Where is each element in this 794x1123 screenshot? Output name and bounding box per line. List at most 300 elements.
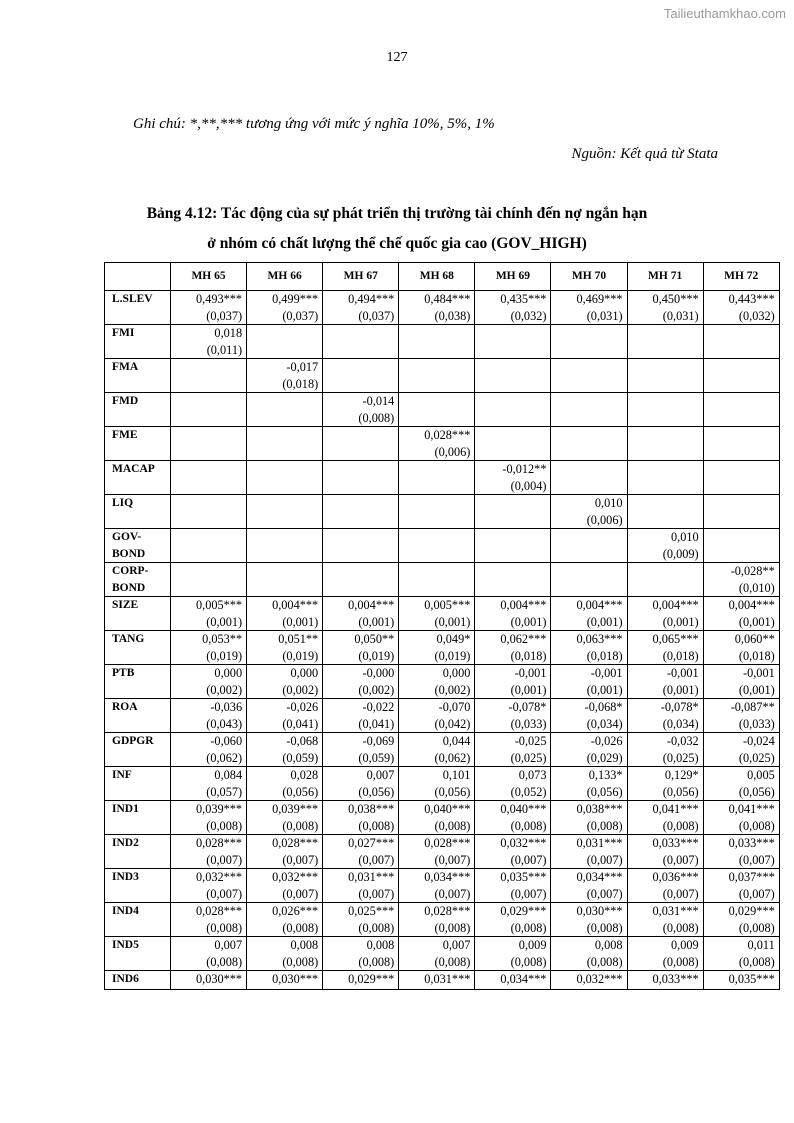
value-cell — [627, 801, 703, 835]
value-cell — [247, 869, 323, 903]
value-cell — [703, 937, 779, 971]
variable-name: GDPGR — [112, 735, 154, 747]
coefficient: 0,030*** — [576, 904, 623, 918]
coefficient: 0,062*** — [500, 632, 547, 646]
variable-name-cell — [105, 529, 171, 563]
table-row — [105, 699, 780, 733]
table-row — [105, 733, 780, 767]
value-cell — [171, 597, 247, 631]
coefficient: 0,101 — [442, 768, 471, 782]
value-cell — [323, 835, 399, 869]
standard-error: (0,007) — [434, 886, 471, 901]
header-cell: MH 70 — [551, 263, 627, 291]
value-cell — [551, 835, 627, 869]
table-row — [105, 665, 780, 699]
value-cell — [627, 869, 703, 903]
value-cell — [475, 359, 551, 393]
value-cell — [247, 461, 323, 495]
variable-name-cell — [105, 563, 171, 597]
standard-error: (0,008) — [510, 920, 547, 935]
value-cell — [171, 563, 247, 597]
variable-name: BOND — [112, 581, 146, 594]
value-cell — [551, 359, 627, 393]
value-cell — [475, 903, 551, 937]
value-cell — [703, 529, 779, 563]
standard-error: (0,018) — [738, 648, 775, 663]
value-cell — [627, 325, 703, 359]
coefficient: 0,034*** — [424, 870, 471, 884]
standard-error: (0,001) — [586, 614, 623, 629]
table-title-line1: Bảng 4.12: Tác động của sự phát triển thị trường tài chính đến nợ ngắn hạn — [146, 205, 648, 222]
value-cell — [627, 427, 703, 461]
coefficient: 0,044 — [442, 734, 471, 748]
coefficient: -0,012** — [502, 462, 547, 476]
variable-name-cell — [105, 597, 171, 631]
standard-error: (0,025) — [510, 750, 547, 765]
value-cell — [475, 427, 551, 461]
standard-error: (0,059) — [358, 750, 395, 765]
variable-name-cell — [105, 699, 171, 733]
standard-error: (0,002) — [358, 682, 395, 697]
coefficient: -0,001 — [666, 666, 699, 680]
coefficient: -0,078* — [660, 700, 699, 714]
value-cell — [323, 903, 399, 937]
standard-error: (0,062) — [434, 750, 471, 765]
coefficient: 0,039*** — [272, 802, 319, 816]
coefficient: 0,031*** — [348, 870, 395, 884]
coefficient: 0,038*** — [348, 802, 395, 816]
value-cell — [475, 665, 551, 699]
standard-error: (0,008) — [586, 818, 623, 833]
variable-name-cell — [105, 495, 171, 529]
value-cell — [627, 563, 703, 597]
standard-error: (0,034) — [662, 716, 699, 731]
table-row — [105, 563, 780, 597]
standard-error: (0,018) — [662, 648, 699, 663]
value-cell — [247, 971, 323, 990]
standard-error: (0,056) — [358, 784, 395, 799]
value-cell — [399, 359, 475, 393]
standard-error: (0,007) — [282, 886, 319, 901]
standard-error: (0,031) — [586, 308, 623, 323]
standard-error: (0,007) — [206, 852, 243, 867]
standard-error: (0,007) — [206, 886, 243, 901]
value-cell — [551, 325, 627, 359]
variable-name-cell — [105, 393, 171, 427]
value-cell — [171, 699, 247, 733]
standard-error: (0,019) — [282, 648, 319, 663]
coefficient: 0,031*** — [424, 972, 471, 986]
value-cell — [323, 597, 399, 631]
header-cell: MH 67 — [323, 263, 399, 291]
coefficient: 0,005*** — [195, 598, 243, 612]
coefficient: 0,053** — [202, 632, 243, 646]
coefficient: 0,034*** — [500, 972, 547, 986]
value-cell — [323, 427, 399, 461]
value-cell — [475, 767, 551, 801]
standard-error: (0,002) — [206, 682, 243, 697]
value-cell — [703, 427, 779, 461]
variable-name: FMI — [112, 327, 135, 339]
standard-error: (0,008) — [206, 818, 243, 833]
table-row — [105, 937, 780, 971]
coefficient: -0,070 — [438, 700, 471, 714]
coefficient: 0,000 — [290, 666, 319, 680]
standard-error: (0,008) — [738, 920, 775, 935]
variable-name-cell — [105, 835, 171, 869]
variable-name: IND5 — [112, 939, 139, 951]
standard-error: (0,008) — [358, 920, 395, 935]
value-cell — [247, 903, 323, 937]
value-cell — [703, 563, 779, 597]
value-cell — [247, 767, 323, 801]
value-cell — [323, 801, 399, 835]
value-cell — [323, 869, 399, 903]
value-cell — [323, 665, 399, 699]
standard-error: (0,041) — [282, 716, 319, 731]
value-cell — [475, 971, 551, 990]
variable-name: L.SLEV — [112, 293, 153, 305]
standard-error: (0,008) — [282, 818, 319, 833]
standard-error: (0,008) — [206, 954, 243, 969]
value-cell — [399, 597, 475, 631]
standard-error: (0,041) — [358, 716, 395, 731]
standard-error: (0,007) — [738, 852, 775, 867]
coefficient: 0,033*** — [728, 836, 775, 850]
value-cell — [627, 393, 703, 427]
coefficient: 0,039*** — [195, 802, 243, 816]
table-title-line2: ở nhóm có chất lượng thể chế quốc gia cao (GOV_HIGH) — [207, 235, 587, 252]
value-cell — [323, 359, 399, 393]
variable-name: INF — [112, 769, 132, 781]
coefficient: 0,050** — [354, 632, 395, 646]
standard-error: (0,007) — [510, 852, 547, 867]
coefficient: 0,007 — [366, 768, 395, 782]
page-number: 127 — [386, 50, 408, 65]
table-row — [105, 767, 780, 801]
standard-error: (0,034) — [586, 716, 623, 731]
standard-error: (0,037) — [282, 308, 319, 323]
standard-error: (0,032) — [510, 308, 547, 323]
standard-error: (0,008) — [510, 818, 547, 833]
standard-error: (0,057) — [206, 784, 243, 799]
standard-error: (0,038) — [434, 308, 471, 323]
variable-name: PTB — [112, 667, 135, 679]
standard-error: (0,008) — [282, 954, 319, 969]
value-cell — [703, 801, 779, 835]
value-cell — [399, 495, 475, 529]
standard-error: (0,001) — [282, 614, 319, 629]
value-cell — [171, 325, 247, 359]
standard-error: (0,018) — [586, 648, 623, 663]
value-cell — [323, 563, 399, 597]
value-cell — [247, 699, 323, 733]
standard-error: (0,007) — [586, 852, 623, 867]
coefficient: 0,028*** — [424, 428, 471, 442]
coefficient: 0,007 — [442, 938, 471, 952]
standard-error: (0,032) — [738, 308, 775, 323]
table-row — [105, 529, 780, 563]
standard-error: (0,001) — [206, 614, 243, 629]
value-cell — [323, 937, 399, 971]
coefficient: -0,036 — [210, 700, 243, 714]
value-cell — [703, 699, 779, 733]
value-cell — [399, 325, 475, 359]
value-cell — [475, 699, 551, 733]
value-cell — [323, 971, 399, 990]
value-cell — [703, 767, 779, 801]
value-cell — [551, 767, 627, 801]
value-cell — [247, 733, 323, 767]
value-cell — [703, 631, 779, 665]
table-row — [105, 325, 780, 359]
standard-error: (0,001) — [510, 682, 547, 697]
table-row — [105, 427, 780, 461]
variable-name-cell — [105, 665, 171, 699]
value-cell — [171, 529, 247, 563]
value-cell — [703, 665, 779, 699]
header-cell: MH 72 — [703, 263, 779, 291]
coefficient: 0,009 — [518, 938, 547, 952]
standard-error: (0,001) — [358, 614, 395, 629]
coefficient: 0,484*** — [424, 292, 471, 306]
coefficient: 0,034*** — [576, 870, 623, 884]
value-cell — [171, 971, 247, 990]
coefficient: -0,024 — [742, 734, 775, 748]
standard-error: (0,043) — [206, 716, 243, 731]
value-cell — [171, 665, 247, 699]
value-cell — [171, 631, 247, 665]
variable-name: IND1 — [112, 803, 139, 815]
value-cell — [247, 631, 323, 665]
value-cell — [323, 461, 399, 495]
standard-error: (0,002) — [282, 682, 319, 697]
standard-error: (0,008) — [358, 954, 395, 969]
value-cell — [171, 495, 247, 529]
coefficient: 0,450*** — [652, 292, 699, 306]
variable-name-cell — [105, 801, 171, 835]
coefficient: 0,026*** — [272, 904, 319, 918]
value-cell — [475, 835, 551, 869]
value-cell — [323, 529, 399, 563]
coefficient: 0,073 — [518, 768, 547, 782]
value-cell — [323, 631, 399, 665]
table-row — [105, 631, 780, 665]
variable-name: CORP- — [112, 565, 149, 577]
coefficient: 0,004*** — [500, 598, 547, 612]
coefficient: 0,469*** — [576, 292, 623, 306]
value-cell — [171, 359, 247, 393]
value-cell — [247, 393, 323, 427]
coefficient: 0,032*** — [272, 870, 319, 884]
value-cell — [551, 801, 627, 835]
value-cell — [247, 529, 323, 563]
coefficient: 0,029*** — [348, 972, 395, 986]
variable-name-cell — [105, 461, 171, 495]
coefficient: 0,004*** — [272, 598, 319, 612]
header-cell: MH 65 — [171, 263, 247, 291]
header-cell: MH 68 — [399, 263, 475, 291]
coefficient: 0,029*** — [500, 904, 547, 918]
coefficient: 0,028*** — [195, 836, 243, 850]
standard-error: (0,025) — [738, 750, 775, 765]
standard-error: (0,007) — [662, 852, 699, 867]
value-cell — [551, 393, 627, 427]
standard-error: (0,056) — [434, 784, 471, 799]
standard-error: (0,037) — [206, 308, 243, 323]
standard-error: (0,008) — [662, 954, 699, 969]
variable-name-cell — [105, 427, 171, 461]
value-cell — [323, 325, 399, 359]
value-cell — [399, 393, 475, 427]
value-cell — [171, 869, 247, 903]
value-cell — [627, 937, 703, 971]
standard-error: (0,025) — [662, 750, 699, 765]
variable-name: FME — [112, 429, 138, 441]
value-cell — [247, 427, 323, 461]
value-cell — [627, 631, 703, 665]
value-cell — [551, 733, 627, 767]
coefficient: 0,009 — [670, 938, 699, 952]
standard-error: (0,056) — [282, 784, 319, 799]
coefficient: 0,004*** — [576, 598, 623, 612]
value-cell — [475, 461, 551, 495]
standard-error: (0,002) — [434, 682, 471, 697]
value-cell — [323, 699, 399, 733]
value-cell — [171, 767, 247, 801]
standard-error: (0,033) — [510, 716, 547, 731]
variable-name-cell — [105, 325, 171, 359]
coefficient: 0,010 — [594, 496, 623, 510]
coefficient: 0,133* — [588, 768, 623, 782]
value-cell — [399, 801, 475, 835]
value-cell — [551, 461, 627, 495]
coefficient: 0,041*** — [652, 802, 699, 816]
variable-name: GOV- — [112, 531, 142, 543]
value-cell — [703, 359, 779, 393]
coefficient: -0,017 — [286, 360, 319, 374]
standard-error: (0,029) — [586, 750, 623, 765]
value-cell — [247, 325, 323, 359]
value-cell — [551, 529, 627, 563]
value-cell — [171, 291, 247, 325]
standard-error: (0,008) — [586, 954, 623, 969]
value-cell — [247, 291, 323, 325]
standard-error: (0,007) — [510, 886, 547, 901]
standard-error: (0,008) — [358, 818, 395, 833]
coefficient: 0,028*** — [272, 836, 319, 850]
coefficient: 0,035*** — [728, 972, 775, 986]
coefficient: 0,049* — [436, 632, 471, 646]
value-cell — [627, 529, 703, 563]
coefficient: 0,005*** — [424, 598, 471, 612]
value-cell — [399, 971, 475, 990]
header-cell: MH 69 — [475, 263, 551, 291]
value-cell — [399, 461, 475, 495]
coefficient: 0,499*** — [272, 292, 319, 306]
value-cell — [323, 495, 399, 529]
coefficient: -0,069 — [362, 734, 395, 748]
table-row — [105, 869, 780, 903]
value-cell — [399, 563, 475, 597]
coefficient: 0,011 — [747, 938, 775, 952]
standard-error: (0,018) — [282, 376, 319, 391]
coefficient: -0,026 — [286, 700, 319, 714]
value-cell — [399, 529, 475, 563]
standard-error: (0,007) — [282, 852, 319, 867]
value-cell — [247, 665, 323, 699]
standard-error: (0,001) — [738, 614, 775, 629]
coefficient: -0,025 — [514, 734, 547, 748]
standard-error: (0,062) — [206, 750, 243, 765]
standard-error: (0,056) — [662, 784, 699, 799]
value-cell — [551, 631, 627, 665]
coefficient: 0,000 — [442, 666, 471, 680]
value-cell — [627, 835, 703, 869]
value-cell — [551, 427, 627, 461]
coefficient: 0,000 — [214, 666, 243, 680]
table-header-row — [105, 263, 780, 291]
standard-error: (0,008) — [662, 920, 699, 935]
value-cell — [171, 461, 247, 495]
coefficient: 0,025*** — [348, 904, 395, 918]
coefficient: 0,004*** — [652, 598, 699, 612]
variable-name-cell — [105, 359, 171, 393]
value-cell — [475, 597, 551, 631]
standard-error: (0,007) — [738, 886, 775, 901]
value-cell — [703, 733, 779, 767]
standard-error: (0,008) — [510, 954, 547, 969]
coefficient: -0,087** — [730, 700, 775, 714]
variable-name: TANG — [112, 633, 145, 645]
standard-error: (0,001) — [586, 682, 623, 697]
value-cell — [399, 767, 475, 801]
coefficient: 0,040*** — [500, 802, 547, 816]
coefficient: -0,028** — [730, 564, 775, 578]
variable-name-cell — [105, 903, 171, 937]
value-cell — [399, 631, 475, 665]
variable-name-cell — [105, 631, 171, 665]
standard-error: (0,007) — [662, 886, 699, 901]
standard-error: (0,008) — [434, 818, 471, 833]
value-cell — [551, 903, 627, 937]
standard-error: (0,001) — [662, 614, 699, 629]
value-cell — [399, 665, 475, 699]
value-cell — [703, 971, 779, 990]
value-cell — [171, 937, 247, 971]
coefficient: 0,008 — [290, 938, 319, 952]
value-cell — [475, 325, 551, 359]
value-cell — [247, 359, 323, 393]
coefficient: 0,032*** — [576, 972, 623, 986]
value-cell — [475, 801, 551, 835]
coefficient: 0,033*** — [652, 972, 699, 986]
coefficient: 0,038*** — [576, 802, 623, 816]
value-cell — [399, 291, 475, 325]
value-cell — [323, 733, 399, 767]
coefficient: -0,001 — [742, 666, 775, 680]
value-cell — [551, 699, 627, 733]
value-cell — [475, 937, 551, 971]
header-cell: MH 66 — [247, 263, 323, 291]
coefficient: 0,004*** — [728, 598, 775, 612]
table-row — [105, 291, 780, 325]
value-cell — [627, 597, 703, 631]
value-cell — [171, 835, 247, 869]
coefficient: -0,060 — [210, 734, 243, 748]
value-cell — [627, 971, 703, 990]
table-row — [105, 393, 780, 427]
